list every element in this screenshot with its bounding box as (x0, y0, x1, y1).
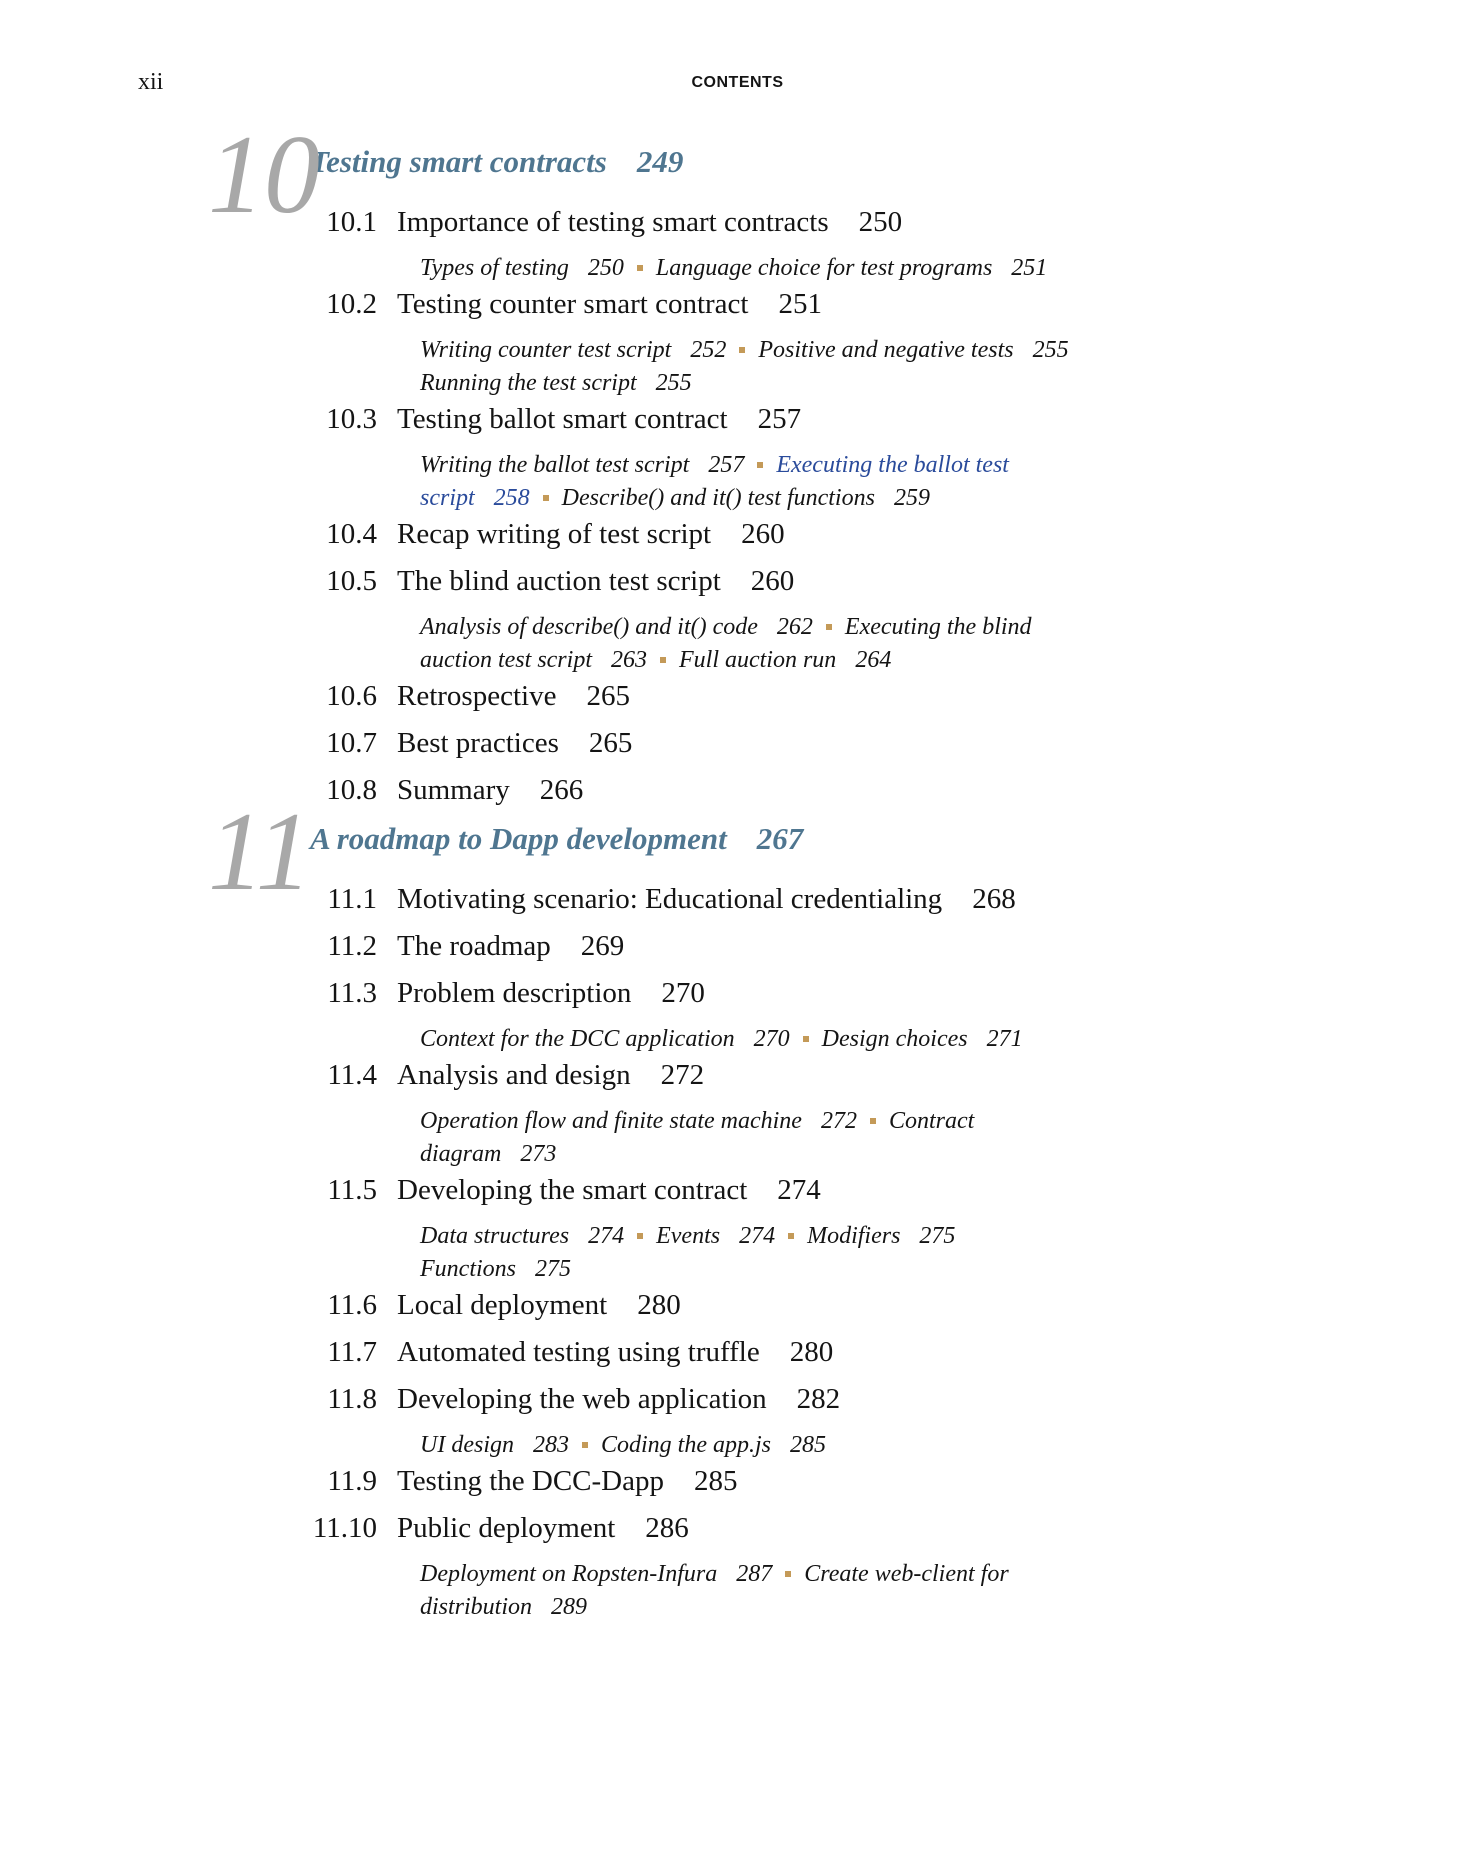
subsection-page-number: 259 (893, 485, 930, 511)
subsection-title: Events (656, 1223, 721, 1249)
section-page-number: 274 (777, 1174, 821, 1206)
section-list (0, 884, 1475, 1624)
subsection-entry (420, 370, 692, 396)
section-title: The blind auction test script (397, 565, 721, 597)
subsection-entry (420, 1108, 857, 1134)
subsection-page-number: 273 (520, 1141, 557, 1167)
subsection-block (0, 449, 1475, 515)
subsection-entry (656, 1223, 775, 1249)
section-title: Testing the DCC-Dapp (397, 1465, 664, 1497)
chapter-page-number: 267 (756, 821, 804, 856)
subsection-page-number: 251 (1011, 255, 1048, 281)
chapter-numeral: 11 (208, 790, 312, 914)
subsection-title: Writing counter test script (420, 337, 672, 363)
separator-bullet-icon (582, 1442, 588, 1448)
subsection-title: Types of testing (420, 255, 569, 281)
subsection-page-number: 270 (753, 1026, 790, 1052)
section-page-number: 285 (694, 1465, 738, 1497)
section-page-number: 282 (796, 1383, 841, 1415)
section-title: Retrospective (397, 680, 557, 712)
separator-bullet-icon (543, 495, 549, 501)
subsection-block (0, 1023, 1475, 1056)
subsection-title: Design choices (821, 1026, 968, 1052)
toc-section-row (0, 1175, 1475, 1205)
toc-section-row (0, 1337, 1475, 1367)
section-page-number: 268 (972, 883, 1016, 915)
subsection-page-number: 285 (790, 1432, 826, 1458)
section-page-number: 265 (588, 727, 633, 759)
section-number: 10.2 (326, 288, 377, 320)
chapter-title: Testing smart contracts (310, 144, 607, 179)
section-number: 11.7 (327, 1336, 377, 1368)
subsection-title: Data structures (420, 1223, 570, 1249)
subsection-line (420, 1253, 1475, 1286)
section-number: 11.1 (327, 883, 377, 915)
subsection-entry (601, 1432, 826, 1458)
subsection-page-number: 263 (610, 647, 647, 673)
subsection-line (420, 449, 1475, 482)
section-page-number: 265 (586, 680, 630, 712)
section-number: 11.5 (327, 1174, 377, 1206)
subsection-title: script (420, 485, 475, 511)
section-page-number: 270 (661, 977, 705, 1009)
section-title: Motivating scenario: Educational credentialing (397, 883, 943, 915)
subsection-page-number: 271 (986, 1026, 1023, 1052)
subsection-title: Coding the app.js (600, 1432, 771, 1458)
chapter-page-number: 249 (636, 144, 684, 179)
subsection-line (420, 252, 1475, 285)
section-title: Best practices (397, 727, 559, 759)
subsection-page-number: 274 (588, 1223, 625, 1249)
toc-section-row (0, 931, 1475, 961)
subsection-line (420, 1429, 1475, 1462)
subsection-title: Full auction run (678, 647, 837, 673)
subsection-page-number: 258 (493, 485, 530, 511)
section-page-number: 250 (858, 206, 903, 238)
subsection-line (420, 482, 1475, 515)
section-page-number: 266 (539, 774, 584, 806)
section-number: 10.6 (326, 680, 377, 712)
section-number: 10.5 (326, 565, 377, 597)
subsection-block (0, 1105, 1475, 1171)
subsection-page-number: 262 (776, 614, 813, 640)
section-page-number: 280 (637, 1289, 681, 1321)
subsection-title: Deployment on Ropsten-Infura (420, 1561, 718, 1587)
subsection-title: Writing the ballot test script (420, 452, 690, 478)
subsection-page-number: 255 (655, 370, 692, 396)
section-title: Public deployment (397, 1512, 616, 1544)
toc-section-row (0, 519, 1475, 549)
subsection-title: Positive and negative tests (758, 337, 1014, 363)
section-title: Importance of testing smart contracts (397, 206, 829, 238)
subsection-block (0, 252, 1475, 285)
separator-bullet-icon (739, 347, 745, 353)
subsection-line (420, 1591, 1475, 1624)
chapter-title: A roadmap to Dapp development (310, 821, 727, 856)
subsection-line (420, 367, 1475, 400)
toc-section-row (0, 681, 1475, 711)
chapter-numeral: 10 (208, 113, 320, 237)
subsection-block (0, 1429, 1475, 1462)
subsection-entry (420, 1026, 790, 1052)
subsection-title: Language choice for test programs (655, 255, 993, 281)
section-title: The roadmap (397, 930, 551, 962)
section-number: 11.6 (327, 1289, 377, 1321)
section-number: 10.1 (326, 206, 377, 238)
section-title: Problem description (397, 977, 632, 1009)
subsection-entry (845, 614, 1032, 640)
subsection-block (0, 1558, 1475, 1624)
subsection-entry (420, 1561, 772, 1587)
subsection-line (420, 1138, 1475, 1171)
subsection-block (0, 1220, 1475, 1286)
subsection-page-number: 264 (855, 647, 892, 673)
toc-section-row (0, 1384, 1475, 1414)
subsection-entry (420, 614, 813, 640)
section-number: 10.3 (326, 403, 377, 435)
subsection-title: Describe() and it() test functions (561, 485, 875, 511)
section-title: Automated testing using truffle (397, 1336, 760, 1368)
separator-bullet-icon (826, 624, 832, 630)
section-page-number: 260 (741, 518, 785, 550)
subsection-line (420, 1220, 1475, 1253)
toc-section-row (0, 978, 1475, 1008)
subsection-entry (679, 647, 891, 673)
subsection-entry (420, 1594, 587, 1620)
subsection-entry (420, 452, 744, 478)
subsection-page-number: 255 (1032, 337, 1069, 363)
subsection-title: Context for the DCC application (420, 1026, 735, 1052)
section-page-number: 272 (660, 1059, 705, 1091)
subsection-entry (420, 1432, 569, 1458)
subsection-title: Contract (888, 1108, 975, 1134)
subsection-page-number: 274 (739, 1223, 776, 1249)
section-page-number: 257 (757, 403, 802, 435)
toc-section-row (0, 1060, 1475, 1090)
toc-section-row (0, 728, 1475, 758)
separator-bullet-icon (637, 265, 643, 271)
subsection-entry (420, 647, 647, 673)
subsection-block (0, 334, 1475, 400)
subsection-title: Running the test script (420, 370, 637, 396)
subsection-block (0, 611, 1475, 677)
separator-bullet-icon (870, 1118, 876, 1124)
subsection-link[interactable] (776, 452, 1009, 478)
section-page-number: 260 (750, 565, 795, 597)
separator-bullet-icon (637, 1233, 643, 1239)
subsection-page-number: 283 (532, 1432, 569, 1458)
section-number: 10.4 (326, 518, 377, 550)
subsection-entry (822, 1026, 1023, 1052)
subsection-title: auction test script (420, 647, 592, 673)
toc-section-row (0, 1466, 1475, 1496)
section-title: Analysis and design (397, 1059, 631, 1091)
subsection-page-number: 275 (919, 1223, 956, 1249)
subsection-line (420, 1558, 1475, 1591)
section-title: Testing counter smart contract (397, 288, 749, 320)
subsection-line (420, 1105, 1475, 1138)
subsection-page-number: 275 (535, 1256, 571, 1282)
subsection-title: Operation flow and finite state machine (420, 1108, 802, 1134)
subsection-title: Create web-client for (804, 1561, 1009, 1587)
subsection-entry (420, 255, 624, 281)
section-title: Testing ballot smart contract (397, 403, 728, 435)
separator-bullet-icon (660, 657, 666, 663)
subsection-entry (758, 337, 1068, 363)
page-folio: xii (138, 69, 164, 95)
section-number: 11.3 (327, 977, 377, 1009)
toc-section-row (0, 566, 1475, 596)
section-number: 11.2 (327, 930, 377, 962)
toc-section-row (0, 289, 1475, 319)
subsection-page-number: 252 (690, 337, 727, 363)
running-head: CONTENTS (691, 74, 784, 91)
section-list (0, 207, 1475, 805)
section-title: Local deployment (397, 1289, 608, 1321)
section-page-number: 286 (645, 1512, 689, 1544)
subsection-entry (562, 485, 930, 511)
section-page-number: 269 (580, 930, 625, 962)
section-title: Developing the smart contract (397, 1174, 748, 1206)
section-title: Developing the web application (397, 1383, 767, 1415)
toc-section-row (0, 1513, 1475, 1543)
subsection-line (420, 334, 1475, 367)
subsection-link[interactable] (420, 485, 530, 511)
subsection-title: Modifiers (807, 1223, 901, 1249)
subsection-line (420, 644, 1475, 677)
subsection-page-number: 287 (736, 1561, 773, 1587)
subsection-entry (420, 1256, 571, 1282)
subsection-title: Analysis of describe() and it() code (420, 614, 758, 640)
subsection-line (420, 1023, 1475, 1056)
subsection-title: Functions (420, 1256, 516, 1282)
subsection-title: Executing the blind (844, 614, 1032, 640)
subsection-title: Executing the ballot test (776, 452, 1009, 478)
section-number: 11.8 (327, 1383, 377, 1415)
section-page-number: 251 (778, 288, 822, 320)
section-number: 10.8 (326, 774, 377, 806)
chapter-block (0, 113, 1475, 806)
subsection-title: diagram (420, 1141, 502, 1167)
section-number: 10.7 (326, 727, 377, 759)
subsection-entry (656, 255, 1047, 281)
subsection-entry (420, 1223, 624, 1249)
section-title: Recap writing of test script (397, 518, 712, 550)
subsection-title: distribution (420, 1594, 533, 1620)
subsection-page-number: 250 (587, 255, 624, 281)
separator-bullet-icon (757, 462, 763, 468)
subsection-page-number: 257 (708, 452, 745, 478)
section-number: 11.10 (312, 1512, 377, 1544)
subsection-page-number: 272 (820, 1108, 857, 1134)
subsection-entry (420, 1141, 556, 1167)
toc-section-row (0, 404, 1475, 434)
subsection-page-number: 289 (551, 1594, 588, 1620)
subsection-line (420, 611, 1475, 644)
subsection-entry (420, 337, 726, 363)
separator-bullet-icon (803, 1036, 809, 1042)
section-page-number: 280 (789, 1336, 834, 1368)
section-number: 11.4 (327, 1059, 377, 1091)
subsection-title: UI design (420, 1432, 514, 1458)
section-number: 11.9 (327, 1465, 377, 1497)
toc-section-row (0, 1290, 1475, 1320)
subsection-entry (804, 1561, 1008, 1587)
subsection-entry (889, 1108, 974, 1134)
section-title: Summary (397, 774, 510, 806)
separator-bullet-icon (785, 1571, 791, 1577)
separator-bullet-icon (788, 1233, 794, 1239)
subsection-entry (807, 1223, 955, 1249)
